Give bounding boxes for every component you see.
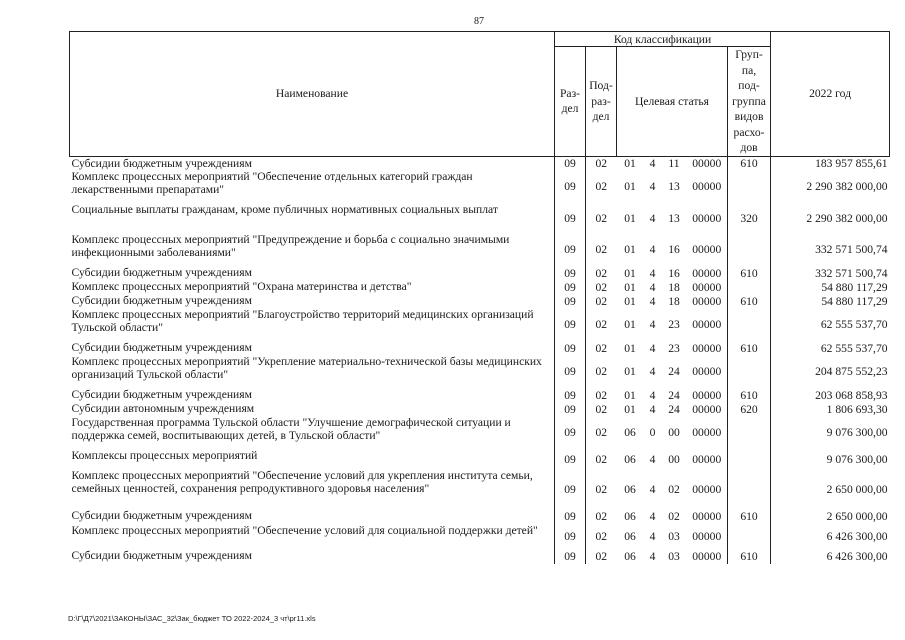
row-name: Комплекс процессных мероприятий "Обеспечение отдельных категорий граждан лекарственными препаратами"	[71, 170, 473, 196]
row-target-type: 4	[649, 156, 656, 170]
row-group: 610	[728, 341, 771, 355]
row-group	[728, 449, 771, 469]
row-razdel: 09	[555, 294, 586, 308]
row-amount: 332 571 500,74	[771, 233, 890, 266]
row-target-program: 01	[624, 294, 636, 308]
row-razdel: 09	[555, 388, 586, 402]
row-group: 610	[728, 266, 771, 280]
row-razdel: 09	[555, 308, 586, 341]
row-group	[728, 308, 771, 341]
row-group	[728, 170, 771, 203]
row-name: Комплекс процессных мероприятий "Обеспечение условий для укрепления института семьи, семейных ценностей, сохранения репродуктивного здоровья населения"	[71, 469, 533, 495]
row-razdel: 09	[555, 341, 586, 355]
row-target-direction: 00000	[692, 365, 722, 378]
row-podrazdel: 02	[586, 266, 617, 280]
row-name: Комплекс процессных мероприятий "Охрана материнства и детства"	[71, 280, 412, 293]
page-number: 87	[474, 16, 484, 27]
row-target-type: 4	[649, 550, 656, 563]
row-target-type: 4	[649, 243, 656, 256]
row-name: Комплекс процессных мероприятий "Предупреждение и борьба с социально значимыми инфекционными заболеваниями"	[71, 233, 510, 259]
row-target-program: 06	[624, 530, 636, 543]
row-target-direction: 00000	[692, 426, 722, 439]
row-name: Субсидии бюджетным учреждениям	[71, 549, 252, 562]
row-target-program: 01	[624, 180, 636, 193]
row-podrazdel: 02	[586, 341, 617, 355]
row-group: 620	[728, 402, 771, 416]
table-row	[70, 266, 890, 280]
row-name: Государственная программа Тульской области "Улучшение демографической ситуации и поддержка семей, воспитывающих детей, в Тульской области"	[71, 416, 511, 442]
row-target-type: 4	[649, 180, 656, 193]
row-target-type: 0	[649, 426, 656, 439]
row-target-program: 06	[624, 510, 636, 523]
row-razdel: 09	[555, 170, 586, 203]
row-target-program: 01	[624, 388, 636, 402]
file-path-footer: D:\Г\Д7\2021\ЗАКОНЫ\ЗАС_32\Зак_бюджет ТО 2022-2024_3 чт\рг11.xls	[68, 614, 316, 623]
row-target-type: 4	[649, 341, 656, 355]
row-target-type: 4	[649, 402, 656, 416]
row-target-program: 06	[624, 426, 636, 439]
col-header-group: Груп-па, под-группа видов расхо-дов	[728, 47, 771, 157]
row-group: 610	[728, 388, 771, 402]
table-row	[70, 509, 890, 524]
row-group	[728, 280, 771, 294]
row-razdel: 09	[555, 402, 586, 416]
row-target-type: 4	[649, 211, 656, 225]
table-row	[70, 388, 890, 402]
row-podrazdel: 02	[586, 449, 617, 469]
row-target-type: 4	[649, 452, 656, 466]
row-name: Субсидии автономным учреждениям	[71, 402, 255, 415]
row-target-direction: 00000	[692, 530, 722, 543]
row-razdel: 09	[555, 524, 586, 549]
table-row	[70, 355, 890, 388]
row-podrazdel: 02	[586, 416, 617, 449]
row-target-direction: 00000	[692, 550, 722, 563]
row-target-complex: 13	[668, 211, 680, 225]
budget-table	[69, 31, 890, 564]
row-podrazdel: 02	[586, 549, 617, 564]
row-name: Социальные выплаты гражданам, кроме публичных нормативных социальных выплат	[71, 203, 498, 216]
table-row	[70, 170, 890, 203]
row-name: Субсидии бюджетным учреждениям	[71, 266, 252, 279]
row-podrazdel: 02	[586, 170, 617, 203]
row-name: Субсидии бюджетным учреждениям	[71, 509, 252, 522]
row-target-program: 01	[624, 280, 636, 294]
row-target-type: 4	[649, 280, 656, 294]
row-name: Субсидии бюджетным учреждениям	[71, 294, 252, 307]
row-target-program: 01	[624, 156, 636, 170]
row-target-direction: 00000	[692, 266, 722, 280]
row-podrazdel: 02	[586, 156, 617, 170]
row-target-type: 4	[649, 318, 656, 331]
row-target-program: 01	[624, 243, 636, 256]
row-target-program: 01	[624, 365, 636, 378]
row-target-complex: 24	[668, 402, 680, 416]
row-name: Комплекс процессных мероприятий "Благоустройство территорий медицинских организаций Тульской области"	[71, 308, 534, 334]
row-amount: 183 957 855,61	[771, 156, 890, 170]
row-amount: 62 555 537,70	[771, 341, 890, 355]
row-podrazdel: 02	[586, 294, 617, 308]
table-row	[70, 203, 890, 233]
row-amount: 6 426 300,00	[771, 524, 890, 549]
row-target-program: 01	[624, 341, 636, 355]
row-razdel: 09	[555, 509, 586, 524]
row-target-complex: 24	[668, 388, 680, 402]
row-target-complex: 03	[668, 530, 680, 543]
row-razdel: 09	[555, 449, 586, 469]
table-row	[70, 449, 890, 469]
row-target-program: 06	[624, 482, 636, 496]
row-group	[728, 233, 771, 266]
row-amount: 6 426 300,00	[771, 549, 890, 564]
row-target-complex: 16	[668, 266, 680, 280]
table-row	[70, 308, 890, 341]
row-target-complex: 00	[668, 426, 680, 439]
row-podrazdel: 02	[586, 203, 617, 233]
row-podrazdel: 02	[586, 509, 617, 524]
row-target-complex: 18	[668, 280, 680, 294]
row-podrazdel: 02	[586, 388, 617, 402]
row-amount: 2 290 382 000,00	[771, 203, 890, 233]
row-podrazdel: 02	[586, 233, 617, 266]
col-header-name: Наименование	[70, 32, 555, 157]
row-group	[728, 469, 771, 509]
row-razdel: 09	[555, 549, 586, 564]
col-header-year: 2022 год	[771, 32, 890, 157]
row-target-type: 4	[649, 482, 656, 496]
table-row	[70, 549, 890, 564]
row-group: 610	[728, 509, 771, 524]
row-target-type: 4	[649, 294, 656, 308]
row-target-complex: 24	[668, 365, 680, 378]
row-podrazdel: 02	[586, 308, 617, 341]
row-target-direction: 00000	[692, 402, 722, 416]
row-amount: 54 880 117,29	[771, 280, 890, 294]
row-name: Субсидии бюджетным учреждениям	[71, 156, 252, 170]
row-target-complex: 18	[668, 294, 680, 308]
row-target-complex: 00	[668, 452, 680, 466]
col-header-podrazdel: Под-раз-дел	[586, 47, 617, 157]
row-razdel: 09	[555, 233, 586, 266]
row-razdel: 09	[555, 469, 586, 509]
row-target-direction: 00000	[692, 341, 722, 355]
col-header-target: Целевая статья	[617, 47, 728, 157]
row-target-complex: 03	[668, 550, 680, 563]
table-row	[70, 524, 890, 549]
row-target-type: 4	[649, 365, 656, 378]
row-target-direction: 00000	[692, 510, 722, 523]
row-amount: 54 880 117,29	[771, 294, 890, 308]
row-target-complex: 23	[668, 318, 680, 331]
row-target-complex: 23	[668, 341, 680, 355]
row-group	[728, 416, 771, 449]
row-target-type: 4	[649, 530, 656, 543]
table-row	[70, 402, 890, 416]
row-target-direction: 00000	[692, 180, 722, 193]
row-target-complex: 16	[668, 243, 680, 256]
table-row	[70, 469, 890, 509]
row-group: 610	[728, 294, 771, 308]
row-amount: 332 571 500,74	[771, 266, 890, 280]
row-target-direction: 00000	[692, 280, 722, 294]
row-group: 610	[728, 156, 771, 170]
row-target-direction: 00000	[692, 388, 722, 402]
row-target-program: 01	[624, 266, 636, 280]
row-amount: 2 650 000,00	[771, 469, 890, 509]
table-row	[70, 156, 890, 170]
row-razdel: 09	[555, 416, 586, 449]
row-amount: 203 068 858,93	[771, 388, 890, 402]
row-group	[728, 355, 771, 388]
row-razdel: 09	[555, 280, 586, 294]
row-name: Субсидии бюджетным учреждениям	[71, 388, 252, 401]
row-target-program: 06	[624, 550, 636, 563]
row-target-direction: 00000	[692, 211, 722, 225]
row-target-type: 4	[649, 510, 656, 523]
table-row	[70, 280, 890, 294]
row-razdel: 09	[555, 266, 586, 280]
row-target-direction: 00000	[692, 156, 722, 170]
row-podrazdel: 02	[586, 402, 617, 416]
row-target-direction: 00000	[692, 482, 722, 496]
row-group: 320	[728, 203, 771, 233]
row-target-program: 06	[624, 452, 636, 466]
row-target-direction: 00000	[692, 294, 722, 308]
row-podrazdel: 02	[586, 280, 617, 294]
table-row	[70, 294, 890, 308]
row-amount: 204 875 552,23	[771, 355, 890, 388]
row-amount: 2 650 000,00	[771, 509, 890, 524]
row-target-program: 01	[624, 402, 636, 416]
row-amount: 62 555 537,70	[771, 308, 890, 341]
row-target-direction: 00000	[692, 243, 722, 256]
row-razdel: 09	[555, 156, 586, 170]
row-target-type: 4	[649, 388, 656, 402]
row-target-program: 01	[624, 318, 636, 331]
col-header-razdel: Раз-дел	[555, 47, 586, 157]
table-row	[70, 233, 890, 266]
row-name: Комплексы процессных мероприятий	[71, 449, 258, 462]
row-group: 610	[728, 549, 771, 564]
table-row	[70, 341, 890, 355]
row-amount: 9 076 300,00	[771, 449, 890, 469]
row-target-direction: 00000	[692, 452, 722, 466]
row-amount: 1 806 693,30	[771, 402, 890, 416]
table-row	[70, 416, 890, 449]
row-razdel: 09	[555, 203, 586, 233]
row-podrazdel: 02	[586, 355, 617, 388]
row-target-type: 4	[649, 266, 656, 280]
row-name: Комплекс процессных мероприятий "Обеспечение условий для социальной поддержки детей"	[71, 524, 538, 537]
row-razdel: 09	[555, 355, 586, 388]
row-name: Комплекс процессных мероприятий "Укрепление материально-технической базы медицинских организаций Тульской области"	[71, 355, 542, 381]
row-amount: 9 076 300,00	[771, 416, 890, 449]
col-header-classification: Код классификации	[555, 32, 771, 47]
row-target-complex: 13	[668, 180, 680, 193]
row-target-direction: 00000	[692, 318, 722, 331]
row-target-program: 01	[624, 211, 636, 225]
row-amount: 2 290 382 000,00	[771, 170, 890, 203]
row-podrazdel: 02	[586, 524, 617, 549]
row-group	[728, 524, 771, 549]
row-name: Субсидии бюджетным учреждениям	[71, 341, 252, 354]
row-target-complex: 02	[668, 510, 680, 523]
row-target-complex: 02	[668, 482, 680, 496]
row-target-complex: 11	[668, 156, 680, 170]
row-podrazdel: 02	[586, 469, 617, 509]
